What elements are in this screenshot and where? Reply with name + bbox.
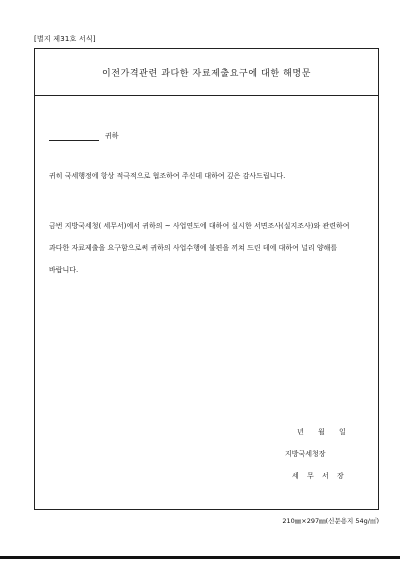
form-box (34, 48, 379, 510)
title-row (35, 49, 378, 96)
bottom-rule (0, 556, 400, 559)
apology-paragraph: 금번 지방국세청( 세무서)에서 귀하의 ~ 사업연도에 대하여 실시한 서면조사(실지조사)와 관련하여 과다한 자료제출을 요구함으로써 귀하의 사업수행에 불편을 끼쳐 드린 데에 대하여 널리 양해를 바랍니다. (49, 222, 350, 274)
document-title: 이전가격관련 과다한 자료제출요구에 대한 해명문 (101, 68, 312, 79)
recipient-name-blank (49, 134, 99, 141)
signature-regional-office: 지방국세청장 (285, 450, 326, 458)
recipient-honorific: 귀하 (105, 132, 119, 140)
recipient-line (49, 131, 119, 141)
signature-date: 년 월 일 (297, 428, 352, 436)
signature-tax-office: 세 무 서 장 (292, 472, 347, 480)
greeting-paragraph: 귀히 국세행정에 항상 적극적으로 협조하여 주신데 대하여 깊은 감사드립니다. (49, 172, 286, 180)
form-number-label: [별지 제31호 서식] (34, 35, 96, 43)
paper-spec: 210㎜×297㎜(신문용지 54g/㎡) (282, 517, 379, 525)
